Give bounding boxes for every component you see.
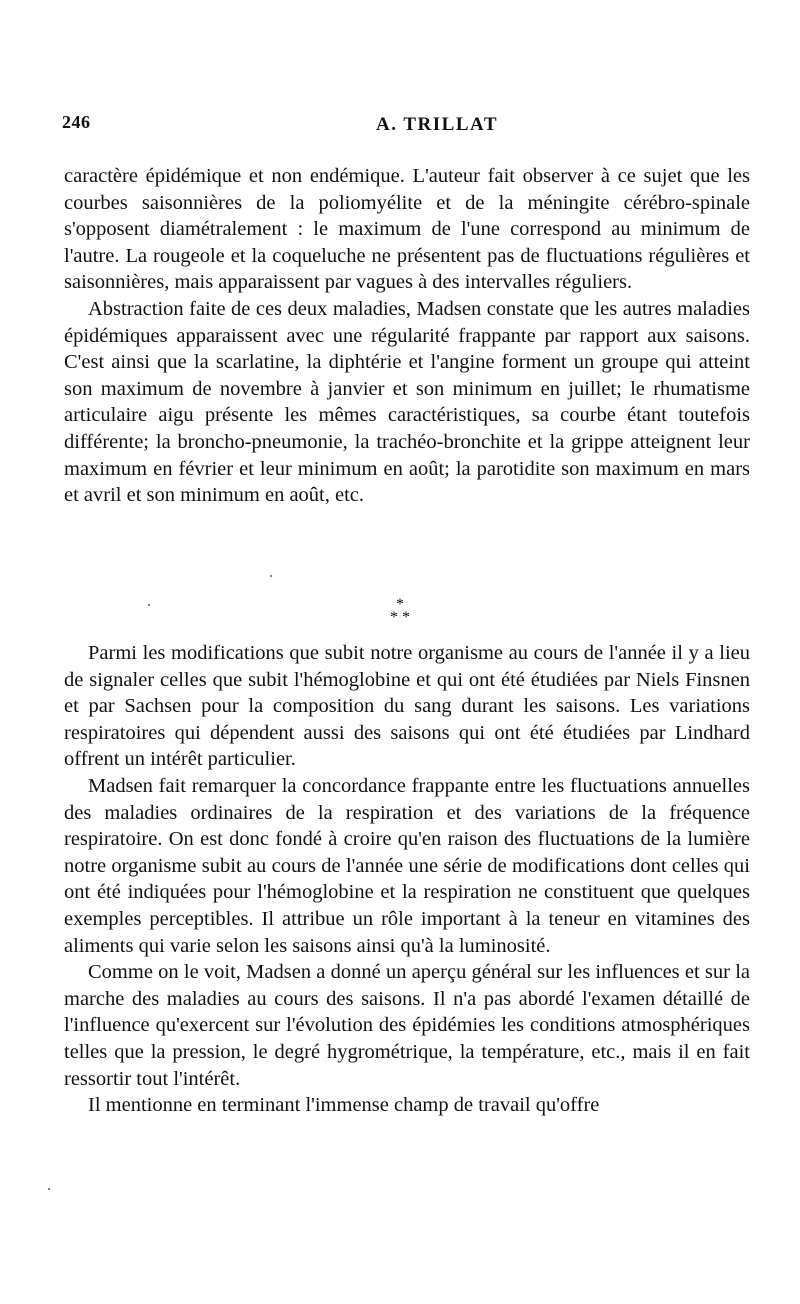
scan-speck — [148, 604, 150, 606]
asterism-top-star: * — [396, 596, 404, 613]
paragraph: Comme on le voit, Madsen a donné un aperçu général sur les influences et sur la marche des maladies au cours des saisons. Il n'a pas abordé l'examen détaillé de l'influence qu'exercent sur l'évolution des épidémies les conditions atmosphériques telles que la pression, le degré hygrométrique, la température, etc., mais il en fait ressortir tout l'intérêt. — [64, 961, 750, 1090]
paragraph: Parmi les modifications que subit notre organisme au cours de l'année il y a lieu de signaler celles que subit l'hémoglobine et qui ont été étudiées par Niels Finsnen et par Sachsen pour la composition du sang durant les saisons. Les variations respiratoires qui dépendent aussi des saisons qui ont été étudiées par Lindhard offrent un intérêt particulier. — [64, 642, 750, 771]
scan-speck — [48, 1188, 50, 1190]
text-block-bottom — [64, 640, 750, 1119]
scan-speck — [270, 575, 272, 577]
running-head-author: A. TRILLAT — [376, 114, 498, 135]
text-block-top — [64, 163, 750, 509]
paragraph: caractère épidémique et non endémique. L'auteur fait observer à ce sujet que les courbes saisonnières de la poliomyélite et de la méningite cérébro-spinale s'opposent diamétralement : le maximum de l'une correspond au minimum de l'autre. La rougeole et la coqueluche ne présentent pas de fluctuations régulières et saisonnières, mais apparaissent par vagues à des intervalles réguliers. — [64, 165, 750, 294]
section-separator-asterism — [380, 598, 420, 624]
paragraph: Il mentionne en terminant l'immense champ de travail qu'offre — [88, 1094, 600, 1117]
page-number: 246 — [62, 112, 91, 132]
asterism-bottom-stars: * * — [390, 609, 410, 626]
paragraph: Madsen fait remarquer la concordance frappante entre les fluctuations annuelles des maladies ordinaires de la respiration et des variations de la fréquence respiratoire. On est donc fondé à croire qu'en raison des fluctuations de la lumière notre organisme subit au cours de l'année une série de modifications dont celles qui ont été indiquées pour l'hémoglobine et la respiration ne constituent que quelques exemples perceptibles. Il attribue un rôle important à la teneur en vitamines des aliments qui varie selon les saisons ainsi qu'à la luminosité. — [64, 774, 750, 957]
paragraph: Abstraction faite de ces deux maladies, Madsen constate que les autres maladies épidémiques apparaissent avec une régularité frappante par rapport aux saisons. C'est ainsi que la scarlatine, la diphtérie et l'angine forment un groupe qui atteint son maximum de novembre à janvier et son minimum en juillet; le rhumatisme articulaire aigu présente les mêmes caractéristiques, sa courbe étant toutefois différente; la broncho-pneumonie, la trachéo-bronchite et la grippe atteignent leur maximum en février et leur minimum en août; la parotidite son maximum en mars et avril et son minimum en août, etc. — [64, 297, 750, 507]
running-head — [62, 112, 752, 140]
